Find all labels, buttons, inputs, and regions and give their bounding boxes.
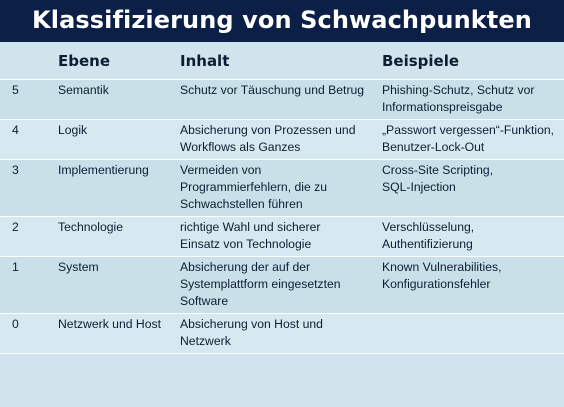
row-examples [380, 120, 564, 160]
example-line: Benutzer-Lock-Out [382, 140, 485, 154]
header-content: Inhalt [180, 42, 380, 80]
row-content [180, 120, 380, 160]
row-level: Netzwerk und Host [50, 314, 180, 354]
content-line: Schwachstellen führen [180, 197, 303, 211]
header-number [0, 42, 50, 80]
example-line: Phishing-Schutz, Schutz vor [382, 83, 535, 97]
row-examples [380, 80, 564, 120]
row-level: Technologie [50, 217, 180, 257]
content-line: Software [180, 294, 229, 308]
example-line: Verschlüsselung, [382, 220, 475, 234]
row-content [180, 257, 380, 314]
example-line: Konfigurationsfehler [382, 277, 491, 291]
row-number: 4 [0, 120, 50, 160]
content-line: Programmierfehlern, die zu [180, 180, 327, 194]
row-number: 2 [0, 217, 50, 257]
content-line: Systemplattform eingesetzten [180, 277, 341, 291]
row-level: Logik [50, 120, 180, 160]
row-examples [380, 257, 564, 314]
row-content [180, 160, 380, 217]
row-content [180, 217, 380, 257]
classification-table [0, 42, 564, 354]
content-line: Vermeiden von [180, 163, 262, 177]
content-line: Absicherung der auf der [180, 260, 311, 274]
table-row [0, 257, 564, 314]
example-line: Known Vulnerabilities, [382, 260, 502, 274]
figure-title: Klassifizierung von Schwachpunkten [0, 0, 564, 42]
content-line: richtige Wahl und sicherer [180, 220, 321, 234]
example-line: SQL-Injection [382, 180, 456, 194]
table-row [0, 217, 564, 257]
content-line: Einsatz von Technologie [180, 237, 312, 251]
header-level: Ebene [50, 42, 180, 80]
content-line: Absicherung von Prozessen und [180, 123, 356, 137]
row-number: 3 [0, 160, 50, 217]
header-examples: Beispiele [380, 42, 564, 80]
row-level: Implementierung [50, 160, 180, 217]
row-content [180, 314, 380, 354]
row-examples [380, 217, 564, 257]
row-number: 0 [0, 314, 50, 354]
example-line: Authentifizierung [382, 237, 473, 251]
table-row [0, 160, 564, 217]
table-row [0, 314, 564, 354]
content-line: Netzwerk [180, 334, 231, 348]
example-line: Informationspreisgabe [382, 100, 503, 114]
content-line: Schutz vor Täuschung und Betrug [180, 83, 365, 97]
row-examples [380, 314, 564, 354]
content-line: Absicherung von Host und [180, 317, 323, 331]
table-row [0, 120, 564, 160]
example-line: „Passwort vergessen“-Funktion, [382, 123, 555, 137]
example-line: Cross-Site Scripting, [382, 163, 494, 177]
row-number: 5 [0, 80, 50, 120]
row-examples [380, 160, 564, 217]
content-line: Workflows als Ganzes [180, 140, 301, 154]
table-header-row [0, 42, 564, 80]
row-level: Semantik [50, 80, 180, 120]
row-level: System [50, 257, 180, 314]
row-number: 1 [0, 257, 50, 314]
table-row [0, 80, 564, 120]
row-content [180, 80, 380, 120]
